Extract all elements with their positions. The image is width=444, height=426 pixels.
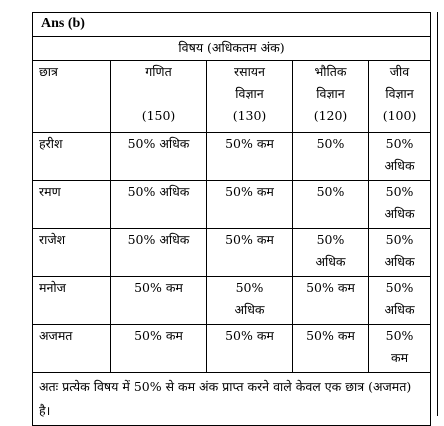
table-cell: 50% अधिक xyxy=(127,184,190,199)
table-cell: 50% कम xyxy=(306,280,355,295)
table-cell: 50% कम xyxy=(225,232,274,247)
table-row xyxy=(33,229,431,277)
table-cell: 50% xyxy=(385,280,414,295)
table-cell: 50% xyxy=(385,136,414,151)
table-cell: अधिक xyxy=(384,206,415,221)
table-cell: कम xyxy=(390,350,409,365)
table-cell: अधिक xyxy=(384,254,415,269)
header-chemistry-label-1: रसायन xyxy=(234,64,265,79)
header-maths-max: (150) xyxy=(141,108,176,123)
table-cell: 50% xyxy=(316,184,345,199)
table-cell: 50% xyxy=(385,328,414,343)
table-cell: 50% अधिक xyxy=(127,136,190,151)
table-cell: 50% xyxy=(316,136,345,151)
student-name: मनोज xyxy=(33,277,111,325)
header-chemistry xyxy=(207,61,293,133)
table-cell: 50% अधिक xyxy=(127,232,190,247)
student-name: राजेश xyxy=(33,229,111,277)
header-biology-max: (100) xyxy=(382,108,417,123)
table-cell: 50% कम xyxy=(225,328,274,343)
table-cell: 50% कम xyxy=(306,328,355,343)
table-cell: 50% कम xyxy=(225,184,274,199)
header-chemistry-label-2: विज्ञान xyxy=(235,86,264,101)
header-physics xyxy=(293,61,369,133)
right-margin-rule xyxy=(437,12,438,416)
answer-label: Ans (b) xyxy=(33,13,431,37)
table-row xyxy=(33,181,431,229)
header-biology xyxy=(369,61,431,133)
column-header-row xyxy=(33,61,431,133)
table-cell: 50% xyxy=(316,232,345,247)
table-cell: 50% xyxy=(385,232,414,247)
table-row xyxy=(33,277,431,325)
header-physics-label-2: विज्ञान xyxy=(316,86,345,101)
student-name: हरीश xyxy=(33,133,111,181)
table-cell: 50% कम xyxy=(225,136,274,151)
header-student xyxy=(33,61,111,133)
table-cell: 50% xyxy=(235,280,264,295)
conclusion-note: अतः प्रत्येक विषय में 50% से कम अंक प्राप्त करने वाले केवल एक छात्र (अजमत) है। xyxy=(33,373,431,426)
subject-header: विषय (अधिकतम अंक) xyxy=(33,37,431,61)
table-cell: अधिक xyxy=(315,254,346,269)
header-maths-label: गणित xyxy=(145,64,172,79)
table-cell: अधिक xyxy=(384,158,415,173)
table-cell: 50% xyxy=(385,184,414,199)
header-maths xyxy=(111,61,207,133)
header-student-label: छात्र xyxy=(39,64,58,79)
student-name: अजमत xyxy=(33,325,111,373)
table-row xyxy=(33,325,431,373)
table-cell: अधिक xyxy=(234,302,265,317)
header-chemistry-max: (130) xyxy=(232,108,267,123)
header-physics-max: (120) xyxy=(313,108,348,123)
header-physics-label-1: भौतिक xyxy=(314,64,347,79)
table-cell: 50% कम xyxy=(134,328,183,343)
table-cell: अधिक xyxy=(384,302,415,317)
header-biology-label-1: जीव xyxy=(389,64,410,79)
answer-table xyxy=(32,12,431,426)
table-row xyxy=(33,133,431,181)
student-name: रमण xyxy=(33,181,111,229)
table-cell: 50% कम xyxy=(134,280,183,295)
header-biology-label-2: विज्ञान xyxy=(385,86,414,101)
